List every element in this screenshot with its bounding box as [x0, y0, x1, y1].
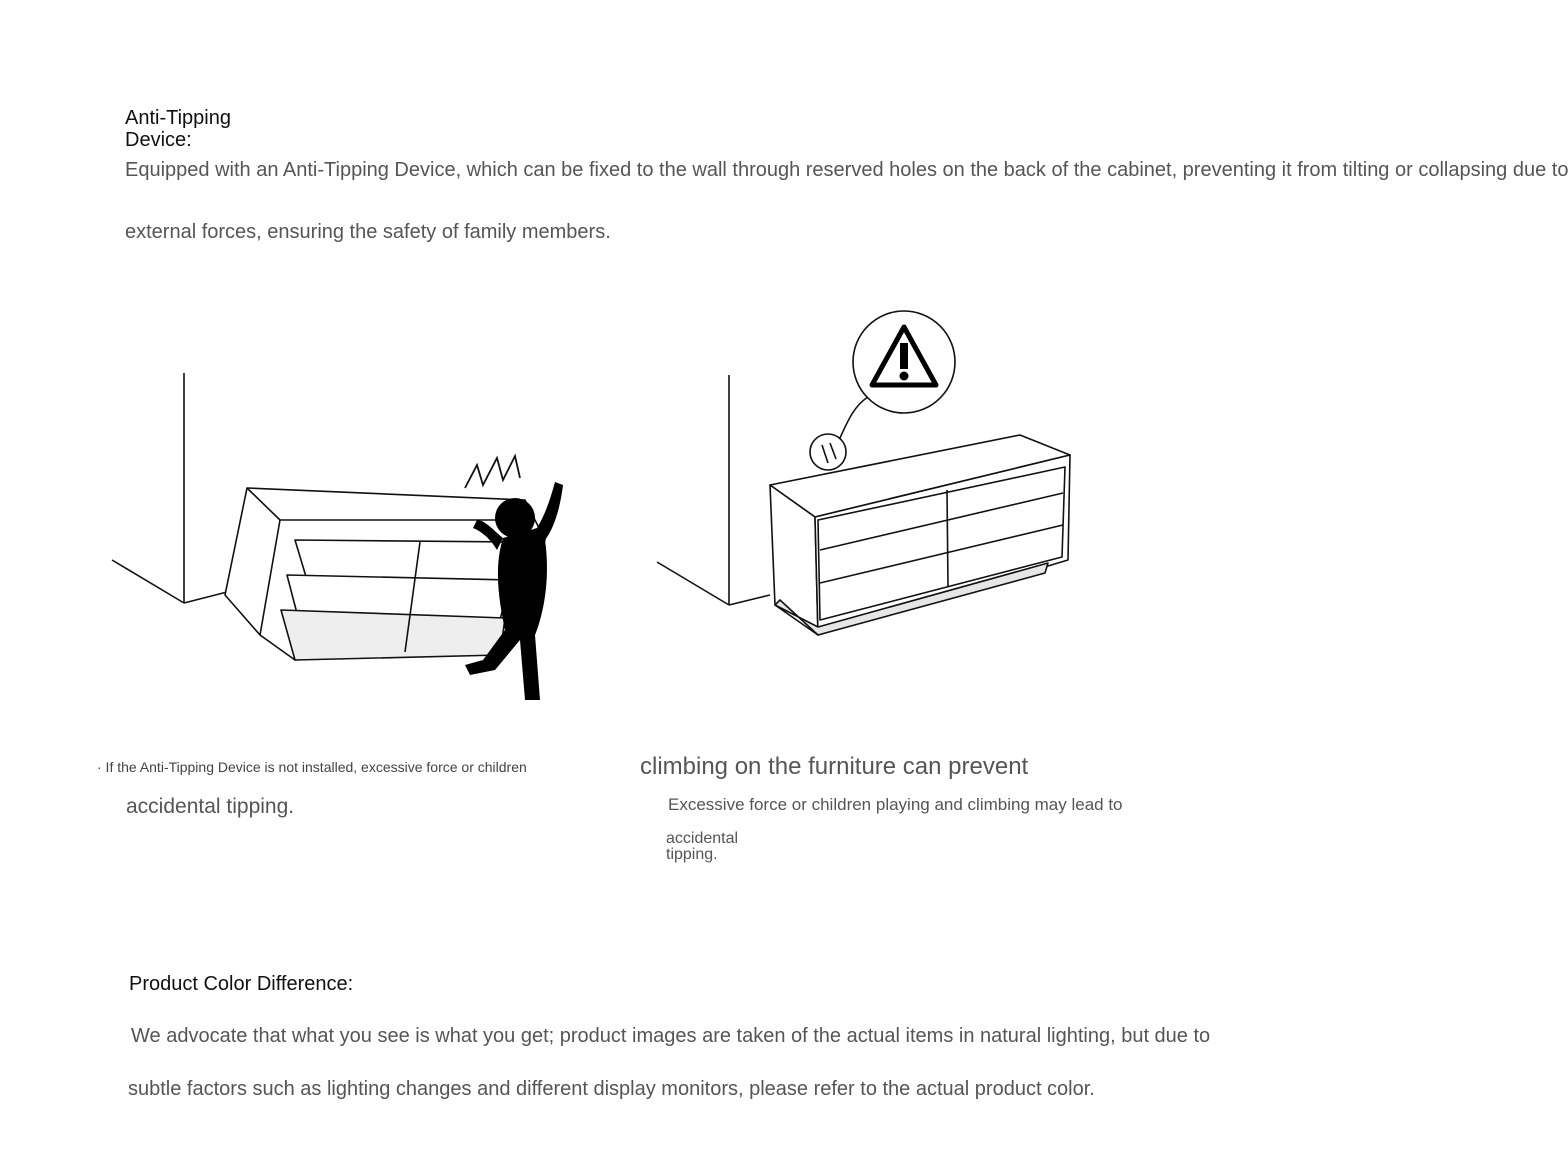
anti-tipping-intro-line-2: external forces, ensuring the safety of family members. — [125, 221, 611, 243]
left-caption-small: · If the Anti-Tipping Device is not installed, excessive force or children — [97, 759, 527, 775]
right-caption-line-2: accidental tipping. — [666, 830, 739, 863]
color-difference-line-2: subtle factors such as lighting changes and different display monitors, please refer to the actual product color. — [128, 1078, 1095, 1100]
right-caption-big: climbing on the furniture can prevent — [640, 753, 1029, 780]
anti-tipping-intro — [125, 159, 1568, 181]
right-caption-line-1: Excessive force or children playing and climbing may lead to — [668, 795, 1123, 814]
anti-tipping-heading: Anti-Tipping Device: — [125, 107, 231, 151]
color-difference-line-1: We advocate that what you see is what you get; product images are taken of the actual items in natural lighting, but due to — [131, 1025, 1211, 1047]
anchored-dresser-illustration — [650, 305, 1090, 645]
left-caption-big: accidental tipping. — [126, 795, 295, 818]
tipping-dresser-illustration — [105, 370, 585, 710]
color-difference-heading: Product Color Difference: — [129, 973, 354, 995]
intro-line-1a: Equipped with an Anti-Tipping Device, which can be fixed to the wall through reserved holes on the back of the cabinet, preventing it from tilting or collapsing due to — [125, 159, 1568, 181]
